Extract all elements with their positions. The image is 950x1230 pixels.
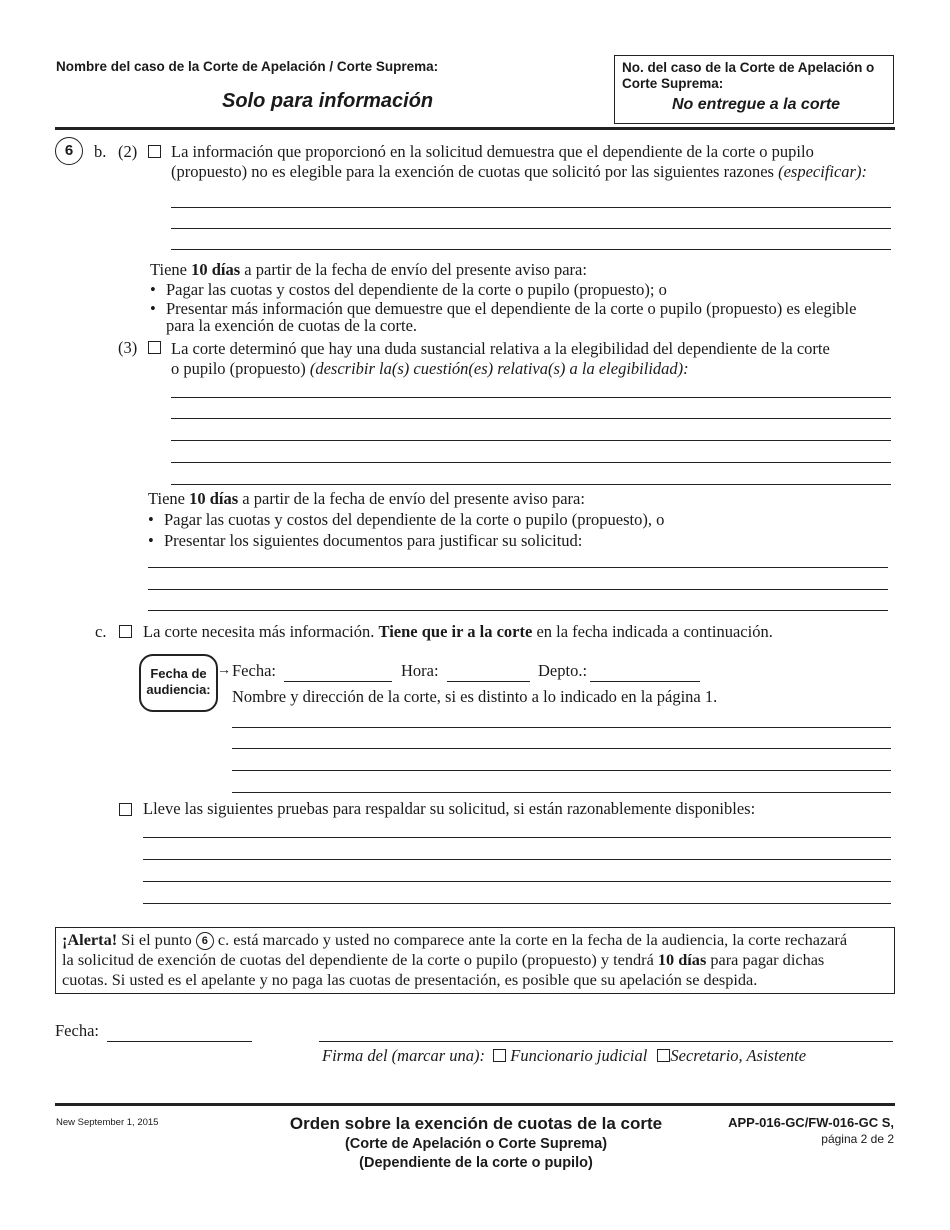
b3-documents-line[interactable] [148, 589, 888, 590]
b3-deadline: Tiene 10 días a partir de la fecha de envío del presente aviso para: [148, 489, 585, 508]
signature-caption: Firma del (marcar una): Funcionario judicial Secretario, Asistente [322, 1046, 807, 1065]
b2-bullet-2: • Presentar más información que demuestre que el dependiente de la corte o pupilo (propuesto) es elegible para la exención de cuotas de la corte. [150, 299, 857, 335]
b2-bullet-1: • Pagar las cuotas y costos del dependiente de la corte o pupilo (propuesto); o [150, 280, 667, 299]
b2-reason-line[interactable] [171, 207, 891, 208]
alert-line2: la solicitud de exención de cuotas del dependiente de la corte o pupilo (propuesto) y tendrá 10 días para pagar dichas [62, 950, 825, 969]
clerk-label: Secretario, Asistente [670, 1046, 807, 1065]
footer-title-block [250, 1113, 702, 1173]
court-address-line[interactable] [232, 770, 891, 771]
b3-description-line[interactable] [171, 440, 891, 441]
evidence-line[interactable] [143, 837, 891, 838]
item-b2-number: (2) [118, 142, 138, 161]
hearing-box-line2: audiencia: [146, 682, 211, 697]
hearing-dept-field[interactable] [590, 681, 700, 682]
case-number-box [614, 55, 894, 124]
b2-text-line2: (propuesto) no es elegible para la exención de cuotas que solicitó por las siguientes razones (especificar): [171, 162, 867, 181]
item-b-label: b. [94, 142, 107, 161]
info-only-title: Solo para información [222, 90, 434, 112]
judicial-officer-label: Funcionario judicial [510, 1046, 648, 1065]
footer-subtitle-1: (Corte de Apelación o Corte Suprema) [344, 1136, 608, 1152]
b3-text-line1: La corte determinó que hay una duda sustancial relativa a la elegibilidad del dependiente de la corte [171, 339, 830, 358]
alert-line1: ¡Alerta! Si el punto 6 c. está marcado y usted no comparece ante la corte en la fecha de la audiencia, la corte rechazará [62, 930, 848, 949]
b3-documents-line[interactable] [148, 610, 888, 611]
form-number: APP-016-GC/FW-016-GC S, [728, 1115, 894, 1130]
signature-line[interactable] [319, 1041, 893, 1042]
b2-text [171, 142, 901, 182]
b3-bullet-1: • Pagar las cuotas y costos del dependiente de la corte o pupilo (propuesto), o [148, 510, 665, 529]
court-address-line[interactable] [232, 727, 891, 728]
do-not-file-note: No entregue a la corte [672, 96, 841, 113]
b2-reason-line[interactable] [171, 249, 891, 250]
b3-bullet-2: • Presentar los siguientes documentos para justificar su solicitud: [148, 531, 583, 550]
signature-date-label: Fecha: [55, 1021, 99, 1040]
b2-text-line1: La información que proporcionó en la solicitud demuestra que el dependiente de la corte o pupilo [171, 142, 814, 161]
court-address-label: Nombre y dirección de la corte, si es distinto a lo indicado en la página 1. [232, 687, 718, 706]
evidence-checkbox[interactable] [119, 803, 132, 816]
b3-description-line[interactable] [171, 397, 891, 398]
c-checkbox[interactable] [119, 625, 132, 638]
hearing-dept-label: Depto.: [538, 661, 588, 680]
b3-description-line[interactable] [171, 462, 891, 463]
b2-checkbox[interactable] [148, 145, 161, 158]
alert-box [55, 927, 895, 994]
hearing-date-label: Fecha: [232, 661, 276, 680]
revision-date: New September 1, 2015 [56, 1117, 159, 1128]
evidence-text: Lleve las siguientes pruebas para respaldar su solicitud, si están razonablemente disponibles: [143, 799, 756, 818]
item-6-circle [55, 137, 83, 165]
alert-line3: cuotas. Si usted es el apelante y no paga las cuotas de presentación, es posible que su apelación se despida. [62, 970, 758, 989]
court-address-line[interactable] [232, 748, 891, 749]
b2-deadline: Tiene 10 días a partir de la fecha de envío del presente aviso para: [150, 260, 587, 279]
court-address-line[interactable] [232, 792, 891, 793]
case-number-label: No. del caso de la Corte de Apelación o Corte Suprema: [622, 60, 875, 91]
page-number: página 2 de 2 [821, 1132, 894, 1146]
b3-text-line2: o pupilo (propuesto) (describir la(s) cuestión(es) relativa(s) a la elegibilidad): [171, 359, 689, 378]
evidence-line[interactable] [143, 859, 891, 860]
b3-description-line[interactable] [171, 418, 891, 419]
hearing-time-field[interactable] [447, 681, 530, 682]
b3-description-line[interactable] [171, 484, 891, 485]
item-6-number: 6 [64, 142, 74, 159]
evidence-line[interactable] [143, 903, 891, 904]
arrow-icon: → [217, 661, 231, 677]
c-text: La corte necesita más información. Tiene que ir a la corte en la fecha indicada a continuación. [143, 622, 773, 641]
b3-checkbox[interactable] [148, 341, 161, 354]
evidence-line[interactable] [143, 881, 891, 882]
case-name-label: Nombre del caso de la Corte de Apelación / Corte Suprema: [56, 59, 439, 74]
signature-date-field[interactable] [107, 1041, 252, 1042]
b3-text [171, 339, 901, 379]
item-6-ref: 6 [196, 932, 214, 950]
header-rule [55, 127, 895, 130]
hearing-box-line1: Fecha de [150, 666, 207, 681]
hearing-date-field[interactable] [284, 681, 392, 682]
b3-documents-line[interactable] [148, 567, 888, 568]
hearing-time-label: Hora: [401, 661, 439, 680]
item-c-label: c. [95, 622, 107, 641]
b2-reason-line[interactable] [171, 228, 891, 229]
footer-subtitle-2: (Dependiente de la corte o pupilo) [359, 1155, 593, 1171]
clerk-checkbox[interactable] [657, 1049, 670, 1062]
item-b3-number: (3) [118, 338, 138, 357]
judicial-officer-checkbox[interactable] [493, 1049, 506, 1062]
footer-rule [55, 1103, 895, 1106]
footer-title: Orden sobre la exención de cuotas de la corte [289, 1114, 663, 1133]
hearing-date-box [139, 654, 218, 712]
